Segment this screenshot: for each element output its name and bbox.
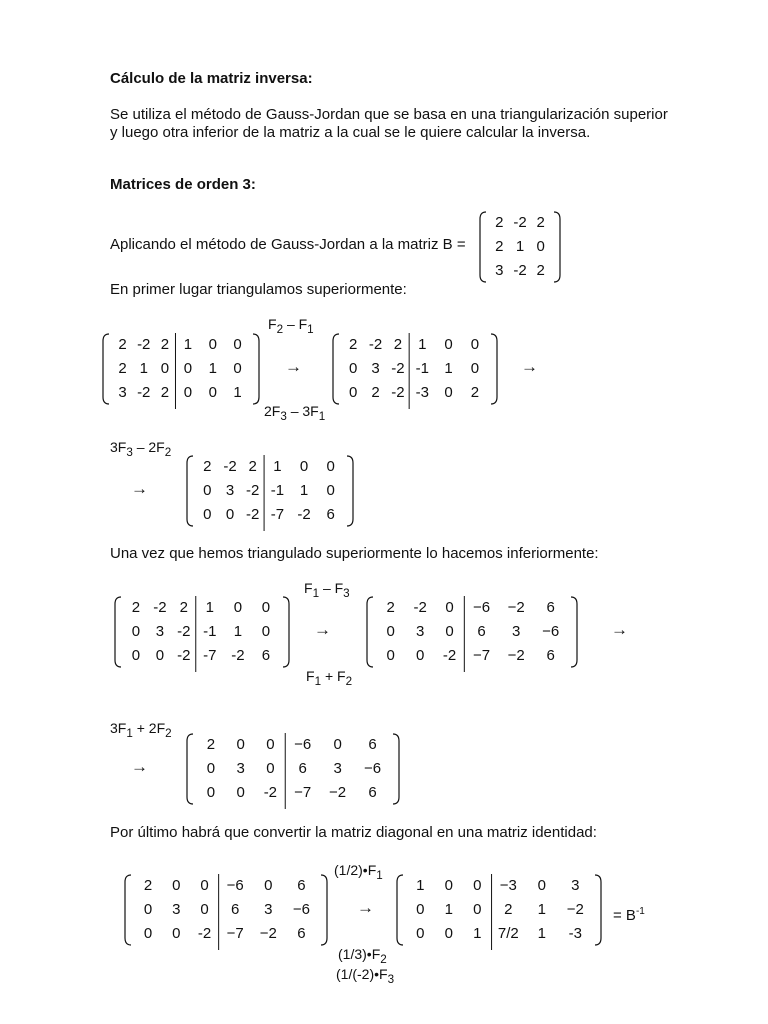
lower-intro: Una vez que hemos triangulado superiormente lo hacemos inferiormente: bbox=[110, 545, 599, 562]
matrix-cell: 0 bbox=[333, 736, 342, 753]
matrix-cell: 1 bbox=[299, 482, 309, 499]
arrow: → bbox=[357, 898, 374, 917]
matrix-cell: 0 bbox=[233, 336, 242, 353]
matrix-cell: 3 bbox=[264, 901, 273, 918]
matrix-cell: 3 bbox=[495, 262, 504, 279]
matrix-cell: −6 bbox=[363, 760, 382, 777]
left-paren bbox=[115, 597, 121, 667]
matrix-cell: 0 bbox=[203, 506, 212, 523]
matrix-cell: 6 bbox=[297, 925, 306, 942]
right-paren bbox=[491, 334, 497, 404]
matrix-cell: 0 bbox=[143, 901, 153, 918]
arrow: → bbox=[611, 620, 628, 639]
matrix-cell: 0 bbox=[445, 599, 454, 616]
matrix-cell: 0 bbox=[349, 360, 358, 377]
matrix-cell: 0 bbox=[537, 877, 546, 894]
matrix-cell: 0 bbox=[266, 736, 275, 753]
upper-intro: En primer lugar triangulamos superiormente: bbox=[110, 281, 407, 298]
matrix-cell: 1 bbox=[418, 336, 427, 353]
matrix-cell: 2 bbox=[386, 599, 395, 616]
matrix-cell: -2 bbox=[246, 482, 260, 499]
op-label: $F_1 - F_3$ bbox=[304, 580, 350, 600]
matrix-cell: 1 bbox=[233, 384, 242, 401]
left-paren bbox=[187, 456, 193, 526]
matrix-cell: 0 bbox=[208, 384, 217, 401]
matrix-cell: -1 bbox=[415, 360, 429, 377]
matrix-cell: 0 bbox=[236, 784, 245, 801]
matrix-step8 bbox=[396, 874, 602, 946]
matrix-cell: 1 bbox=[273, 458, 282, 475]
matrix-cell: 2 bbox=[536, 262, 545, 279]
matrix-cell: −7 bbox=[226, 925, 244, 942]
right-paren bbox=[595, 875, 601, 945]
matrix-cell: 1 bbox=[208, 360, 217, 377]
op-label: ($1/(-2)•F_3$ bbox=[336, 966, 395, 986]
matrix-cell: −6 bbox=[292, 901, 310, 918]
right-paren bbox=[393, 734, 399, 804]
result-label: = $B^{-1}$ bbox=[613, 906, 645, 924]
matrix-cell: -1 bbox=[203, 623, 217, 640]
matrix-cell: −7 bbox=[473, 647, 491, 664]
matrix-cell: −2 bbox=[507, 599, 525, 616]
matrix-cell: 1 bbox=[537, 901, 546, 918]
matrix-cell: 0 bbox=[349, 384, 358, 401]
matrix-cell: −6 bbox=[294, 736, 312, 753]
matrix-cell: 1 bbox=[473, 925, 482, 942]
matrix-cell: −6 bbox=[473, 599, 491, 616]
section-subtitle: Matrices de orden 3: bbox=[110, 176, 256, 193]
matrix-cell: 1 bbox=[444, 901, 453, 918]
matrix-cell: 0 bbox=[266, 760, 275, 777]
right-paren bbox=[571, 597, 577, 667]
matrix-cell: 1 bbox=[139, 360, 148, 377]
matrix-cell: 0 bbox=[386, 647, 395, 664]
matrix-cell: 2 bbox=[131, 599, 141, 616]
matrix-cell: 1 bbox=[205, 599, 214, 616]
arrow: → bbox=[314, 620, 331, 639]
matrix-cell: 2 bbox=[143, 877, 153, 894]
matrix-cell: -2 bbox=[177, 647, 191, 664]
matrix-cell: 3 bbox=[511, 623, 521, 640]
matrix-cell: -2 bbox=[263, 784, 278, 801]
matrix-cell: 3 bbox=[415, 623, 425, 640]
matrix-cell: -2 bbox=[153, 599, 167, 616]
matrix-cell: 2 bbox=[118, 360, 127, 377]
matrix-cell: -3 bbox=[568, 925, 582, 942]
matrix-cell: -2 bbox=[297, 506, 311, 523]
matrix-cell: 0 bbox=[444, 336, 453, 353]
matrix-cell: -2 bbox=[246, 506, 260, 523]
left-paren bbox=[367, 597, 373, 667]
matrix-cell: 0 bbox=[200, 901, 209, 918]
matrix-cell: 0 bbox=[206, 760, 216, 777]
right-paren bbox=[321, 875, 327, 945]
matrix-cell: 0 bbox=[386, 623, 395, 640]
op-label: $2F_3 - 3F_1$ bbox=[264, 403, 326, 423]
matrix-cell: 3 bbox=[571, 877, 580, 894]
matrix-cell: 0 bbox=[206, 784, 216, 801]
matrix-cell: 0 bbox=[131, 623, 141, 640]
matrix-cell: 0 bbox=[233, 599, 243, 616]
matrix-cell: -2 bbox=[413, 599, 427, 616]
matrix-cell: 0 bbox=[470, 336, 480, 353]
final-intro: Por último habrá que convertir la matriz diagonal en una matriz identidad: bbox=[110, 824, 597, 841]
matrix-cell: 0 bbox=[160, 360, 170, 377]
matrix-step3 bbox=[186, 455, 354, 527]
matrix-cell: 0 bbox=[326, 482, 335, 499]
matrix-cell: 6 bbox=[368, 784, 377, 801]
matrix-cell: 0 bbox=[473, 877, 482, 894]
matrix-cell: 0 bbox=[155, 647, 165, 664]
matrix-step1 bbox=[102, 333, 260, 405]
matrix-cell: 0 bbox=[415, 647, 425, 664]
op-label: $(1/2)•F_1$ bbox=[334, 862, 383, 882]
op-label: $3F_1 + 2F_2$ bbox=[110, 720, 172, 740]
matrix-cell: 0 bbox=[444, 925, 453, 942]
matrix-cell: 2 bbox=[160, 336, 170, 353]
matrix-cell: 0 bbox=[261, 623, 271, 640]
matrix-cell: 0 bbox=[131, 647, 141, 664]
matrix-cell: 0 bbox=[326, 458, 335, 475]
matrix-cell: 2 bbox=[371, 384, 380, 401]
op-label: $3F_3 - 2F_2$ bbox=[110, 439, 172, 459]
arrow: → bbox=[131, 757, 148, 776]
matrix-cell: 1 bbox=[233, 623, 243, 640]
matrix-cell: -2 bbox=[391, 384, 405, 401]
left-paren bbox=[397, 875, 403, 945]
matrix-cell: 2 bbox=[495, 214, 504, 231]
matrix-cell: 6 bbox=[546, 647, 555, 664]
matrix-cell: −2 bbox=[329, 784, 347, 801]
matrix-cell: 0 bbox=[444, 384, 453, 401]
matrix-cell: 0 bbox=[470, 360, 480, 377]
matrix-cell: 6 bbox=[298, 760, 307, 777]
matrix-step5 bbox=[366, 596, 578, 668]
matrix-cell: 3 bbox=[155, 623, 165, 640]
matrix-cell: 0 bbox=[200, 877, 209, 894]
right-paren bbox=[347, 456, 353, 526]
intro-line-1: Se utiliza el método de Gauss-Jordan que se basa en una triangularización superior bbox=[110, 106, 668, 123]
matrix-cell: -2 bbox=[177, 623, 191, 640]
matrix-cell: 2 bbox=[504, 901, 513, 918]
matrix-cell: 6 bbox=[546, 599, 555, 616]
matrix-cell: 6 bbox=[231, 901, 240, 918]
matrix-cell: 1 bbox=[183, 336, 193, 353]
matrix-cell: -2 bbox=[442, 647, 457, 664]
matrix-B bbox=[479, 211, 561, 283]
matrix-cell: 6 bbox=[261, 647, 271, 664]
matrix-cell: −3 bbox=[499, 877, 517, 894]
matrix-cell: 3 bbox=[371, 360, 380, 377]
matrix-cell: 2 bbox=[179, 599, 188, 616]
matrix-step2 bbox=[332, 333, 498, 405]
left-paren bbox=[187, 734, 193, 804]
matrix-cell: 0 bbox=[172, 925, 181, 942]
matrix-cell: 0 bbox=[236, 736, 245, 753]
matrix-cell: −7 bbox=[294, 784, 312, 801]
arrow: → bbox=[521, 357, 538, 376]
matrix-cell: -2 bbox=[137, 336, 151, 353]
matrix-cell: 1 bbox=[444, 360, 453, 377]
matrix-step4 bbox=[114, 596, 290, 668]
matrix-step7 bbox=[124, 874, 328, 946]
matrix-cell: 0 bbox=[183, 384, 193, 401]
matrix-cell: 2 bbox=[495, 238, 504, 255]
matrix-cell: 0 bbox=[233, 360, 242, 377]
intro-line-2: y luego otra inferior de la matriz a la cual se le quiere calcular la inversa. bbox=[110, 124, 591, 141]
matrix-cell: -2 bbox=[391, 360, 405, 377]
matrix-cell: 0 bbox=[183, 360, 193, 377]
matrix-cell: −2 bbox=[507, 647, 525, 664]
matrix-cell: 3 bbox=[333, 760, 342, 777]
matrix-cell: −2 bbox=[566, 901, 584, 918]
matrix-step6 bbox=[186, 733, 400, 805]
right-paren bbox=[554, 212, 560, 282]
left-paren bbox=[125, 875, 131, 945]
matrix-cell: 0 bbox=[444, 877, 453, 894]
matrix-cell: 7/2 bbox=[497, 925, 519, 942]
matrix-cell: 1 bbox=[515, 238, 525, 255]
matrix-cell: 3 bbox=[225, 482, 235, 499]
matrix-cell: 2 bbox=[248, 458, 257, 475]
matrix-cell: 3 bbox=[236, 760, 245, 777]
matrix-cell: 0 bbox=[172, 877, 181, 894]
matrix-cell: −2 bbox=[259, 925, 277, 942]
matrix-cell: 2 bbox=[393, 336, 403, 353]
matrix-cell: 0 bbox=[445, 623, 454, 640]
left-paren bbox=[333, 334, 339, 404]
matrix-cell: 2 bbox=[536, 214, 545, 231]
matrix-cell: -2 bbox=[231, 647, 245, 664]
matrix-cell: -2 bbox=[513, 262, 527, 279]
matrix-cell: 0 bbox=[416, 901, 425, 918]
matrix-cell: −6 bbox=[542, 623, 560, 640]
matrix-cell: -3 bbox=[415, 384, 429, 401]
matrix-cell: 2 bbox=[203, 458, 212, 475]
matrix-cell: -7 bbox=[270, 506, 285, 523]
matrix-cell: -2 bbox=[137, 384, 151, 401]
matrix-cell: 0 bbox=[473, 901, 482, 918]
matrix-cell: 6 bbox=[477, 623, 486, 640]
matrix-cell: -1 bbox=[270, 482, 285, 499]
matrix-cell: 6 bbox=[326, 506, 335, 523]
matrix-cell: 2 bbox=[349, 336, 358, 353]
matrix-cell: 6 bbox=[368, 736, 377, 753]
right-paren bbox=[253, 334, 259, 404]
matrix-cell: 0 bbox=[225, 506, 235, 523]
right-paren bbox=[283, 597, 289, 667]
matrix-cell: 0 bbox=[264, 877, 273, 894]
matrix-cell: 0 bbox=[299, 458, 309, 475]
matrix-cell: 0 bbox=[536, 238, 545, 255]
matrix-cell: 0 bbox=[261, 599, 271, 616]
matrix-cell: 2 bbox=[470, 384, 480, 401]
matrix-cell: -2 bbox=[223, 458, 237, 475]
matrix-cell: 2 bbox=[206, 736, 216, 753]
matrix-cell: 3 bbox=[172, 901, 181, 918]
matrix-cell: 6 bbox=[297, 877, 306, 894]
matrix-cell: 3 bbox=[118, 384, 127, 401]
matrix-cell: -2 bbox=[513, 214, 527, 231]
matrix-cell: -7 bbox=[203, 647, 217, 664]
op-label: $F_2 - F_1$ bbox=[268, 316, 314, 336]
matrix-cell: 2 bbox=[118, 336, 127, 353]
apply-text: Aplicando el método de Gauss-Jordan a la matriz B = bbox=[110, 236, 466, 253]
matrix-cell: -2 bbox=[368, 336, 383, 353]
matrix-cell: -2 bbox=[197, 925, 212, 942]
matrix-cell: 0 bbox=[208, 336, 217, 353]
matrix-cell: 1 bbox=[416, 877, 425, 894]
matrix-cell: 1 bbox=[537, 925, 546, 942]
matrix-cell: 0 bbox=[143, 925, 153, 942]
op-label: $F_1 + F_2$ bbox=[306, 668, 353, 688]
arrow: → bbox=[131, 479, 148, 498]
page-title: Cálculo de la matriz inversa: bbox=[110, 70, 313, 87]
matrix-cell: −6 bbox=[226, 877, 244, 894]
op-label: $(1/3)•F_2$ bbox=[338, 946, 387, 966]
matrix-cell: 0 bbox=[416, 925, 425, 942]
matrix-cell: 2 bbox=[160, 384, 170, 401]
matrix-cell: 0 bbox=[203, 482, 212, 499]
arrow: → bbox=[285, 357, 302, 376]
